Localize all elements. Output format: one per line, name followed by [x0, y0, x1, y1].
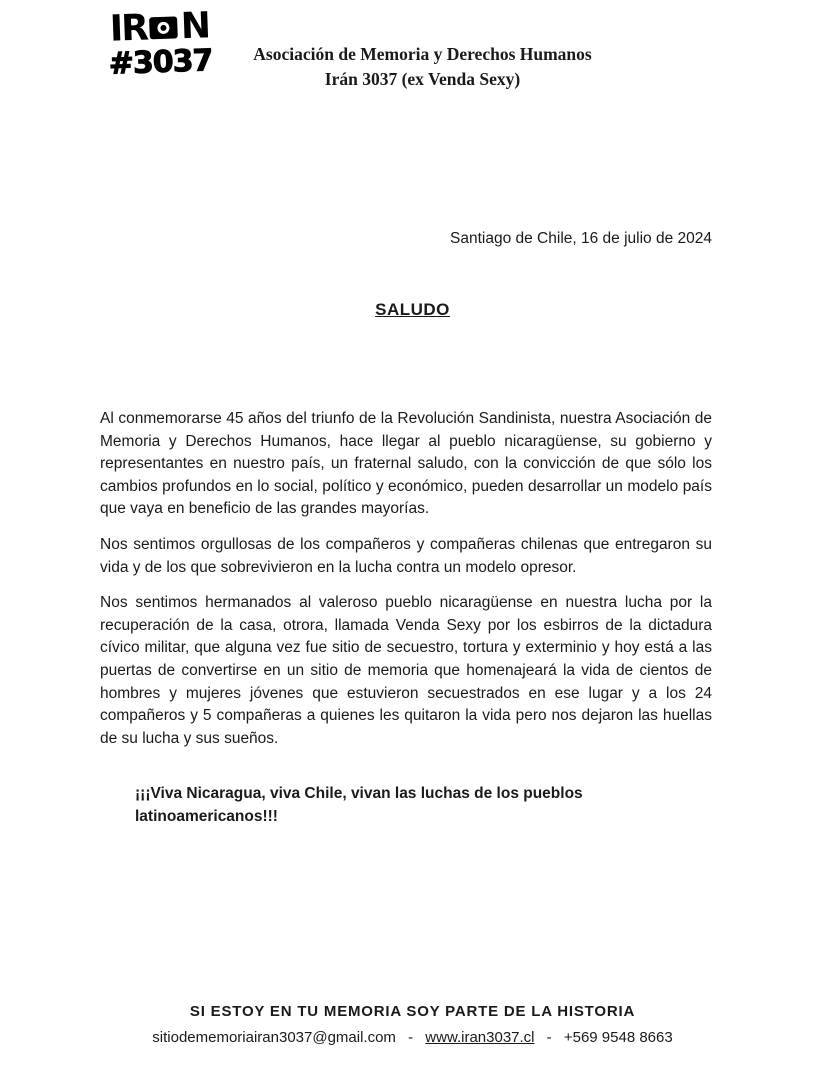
separator-dash: -: [546, 1029, 552, 1046]
camera-icon: [150, 16, 179, 39]
paragraph: Al conmemorarse 45 años del triunfo de la Revolución Sandinista, nuestra Asociación de Memoria y Derechos Humanos, hace llegar al pueblo nicaragüense, su gobierno y representantes en nuestro país, un fraternal saludo, con la convicción de que sólo los cambios profundos en lo social, político y económico, pueden desarrollar un modelo país que vaya en beneficio de las grandes mayorías.: [100, 410, 712, 518]
letter-footer: [0, 1003, 825, 1046]
dateline: Santiago de Chile, 16 de julio de 2024: [450, 230, 712, 247]
paragraph: Nos sentimos hermanados al valeroso pueblo nicaragüense en nuestra lucha por la recuperación de la casa, otrora, llamada Venda Sexy por los esbirros de la dictadura cívico militar, que alguna vez fue sitio de secuestro, tortura y exterminio y hoy está a las puertas de convertirse en un sitio de memoria que homenajeará la vida de cientos de hombres y mujeres jóvenes que estuvieron secuestrados en ese lugar y a los 24 compañeros y 5 compañeras a quienes les quitaron la vida pero nos dejaron las huellas de su lucha y sus sueños.: [100, 594, 712, 747]
footer-contact-line: [0, 1029, 825, 1046]
phone-number: +569 9548 8663: [563, 1029, 673, 1046]
letter-body: [100, 408, 712, 829]
logo-number: #3037: [108, 43, 214, 82]
slogan-line: ¡¡¡Viva Nicaragua, viva Chile, vivan las luchas de los pueblos latinoamericanos!!!: [135, 785, 583, 825]
org-logo: [104, 5, 216, 82]
org-name-line1: Asociación de Memoria y Derechos Humanos: [253, 44, 592, 64]
letter-title: SALUDO: [375, 300, 450, 319]
letterhead: [0, 0, 825, 162]
logo-wordmark: [104, 5, 215, 50]
org-name-line2: Irán 3037 (ex Venda Sexy): [324, 68, 521, 89]
footer-motto: SI ESTOY EN TU MEMORIA SOY PARTE DE LA HISTORIA: [189, 1003, 636, 1020]
logo-text-right: N: [180, 5, 210, 48]
email-address[interactable]: sitiodememoriairan3037@gmail.com: [152, 1029, 396, 1046]
paragraph: Nos sentimos orgullosas de los compañeros y compañeras chilenas que entregaron su vida y de los que sobrevivieron en la lucha contra un modelo opresor.: [100, 535, 712, 576]
separator-dash: -: [408, 1029, 414, 1046]
logo-text-left: IR: [109, 7, 148, 50]
website-link[interactable]: www.iran3037.cl: [425, 1029, 535, 1046]
